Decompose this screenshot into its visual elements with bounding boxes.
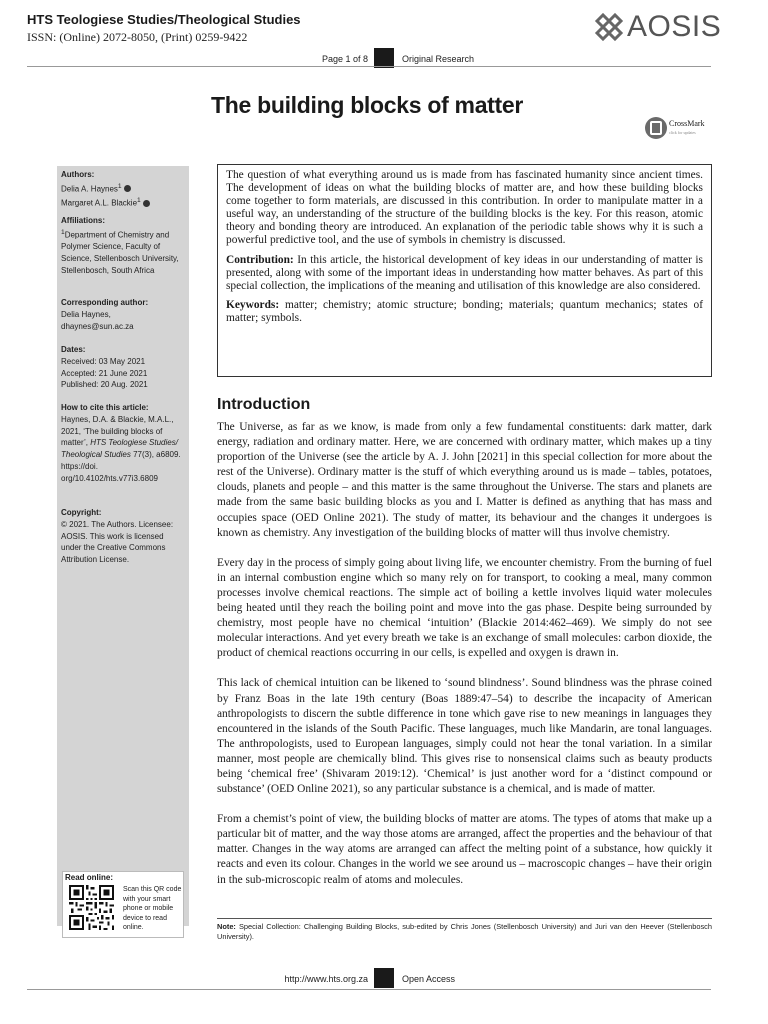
orcid-icon[interactable] — [124, 185, 131, 192]
keywords-text: matter; chemistry; atomic structure; bonding; materials; quantum mechanics; states of matter; symbols. — [226, 298, 703, 324]
article-body — [217, 420, 712, 903]
read-online-box — [62, 871, 184, 938]
article-type: Original Research — [402, 54, 475, 64]
affiliation-text: Department of Chemistry and Polymer Science, Faculty of Science, Stellenbosch University, Stellenbosch, South Africa — [61, 230, 179, 275]
contribution-text: In this article, the historical development of key ideas in our understanding of matter is presented, along with some of the important ideas in understanding how matter behaves. As part of this special collection, the implications of the meaning and utilisation of this knowledge are also considered. — [226, 253, 703, 292]
copyright-text: © 2021. The Authors. Licensee: AOSIS. This work is licensed under the Creative Commons Attribution License. — [61, 519, 174, 565]
note-divider — [217, 918, 712, 919]
keywords-paragraph — [226, 299, 703, 325]
read-online-text: Scan this QR code with your smart phone or mobile device to read online. — [123, 886, 182, 932]
authors-block: Authors: Delia A. Haynes$^1$ Margaret A.L. Blackie$^1$ — [61, 169, 185, 210]
corresponding-name: Delia Haynes, — [61, 309, 111, 319]
corresponding-heading: Corresponding author: — [61, 298, 149, 307]
crossmark-badge[interactable] — [645, 117, 705, 139]
citation-doi[interactable]: 77(3), a6809. https://doi. org/10.4102/hts.v77i3.6809 — [61, 450, 181, 483]
journal-url-link[interactable]: http://www.hts.org.za — [284, 974, 368, 984]
footnote — [217, 922, 712, 941]
aosis-logo — [594, 12, 721, 42]
citation-block — [61, 402, 185, 485]
date-received: Received: 03 May 2021 — [61, 356, 146, 366]
journal-title: HTS Teologiese Studies/Theological Studies — [27, 12, 301, 27]
note-label: Note: — [217, 922, 236, 931]
article-info-sidebar — [57, 166, 189, 926]
crossmark-sub: click for updates — [669, 130, 696, 135]
contribution-paragraph — [226, 254, 703, 293]
section-heading-introduction: Introduction — [217, 396, 311, 413]
crossmark-label: CrossMark — [669, 119, 705, 128]
affiliations-heading: Affiliations: — [61, 216, 105, 225]
aosis-logo-icon — [594, 12, 624, 42]
date-accepted: Accepted: 21 June 2021 — [61, 368, 148, 378]
copyright-block — [61, 507, 185, 566]
open-access-label: Open Access — [402, 974, 456, 984]
footer-marker — [374, 968, 394, 988]
dates-heading: Dates: — [61, 345, 86, 354]
body-paragraph: From a chemist’s point of view, the building blocks of matter are atoms. The types of atoms that make up a particular bit of matter, and the way those atoms are arranged, affect the properties and the behaviour of that matter. Changes in the way atoms are arranged can affect the melting point of a substance, how quickly it reacts and even its colour. Changes in the world we see around us – macroscopic changes – have their origin in the sub-microscopic realm of atoms and molecules. — [217, 813, 712, 886]
abstract-box — [217, 164, 712, 377]
corresponding-block — [61, 297, 185, 332]
affiliations-block: Affiliations: $^1$Department of Chemistry and Polymer Science, Faculty of Science, Stellenbosch University, Stellenbosch, South Africa — [61, 215, 185, 277]
citation-text: Haynes, D.A. & Blackie, M.A.L., 2021, ‘The building blocks of matter’, — [61, 414, 174, 448]
contribution-label: Contribution: — [226, 253, 294, 266]
keywords-label: Keywords: — [226, 298, 280, 311]
abstract-paragraph: The question of what everything around us is made from has fascinated humanity since ancient times. The development of ideas on what the building blocks of matter are, and how these building blocks come together to form materials, are discussed in this contribution. In order to manipulate matter in a useful way, an understanding of the structure of the building blocks is the key. For this reason, atomic theory and bonding theory are introduced. An explanation of the periodic table shows why it is such a powerful predictive tool, and the use of symbols in chemistry is discussed. — [226, 169, 703, 247]
copyright-heading: Copyright: — [61, 508, 102, 517]
qr-code-icon[interactable] — [69, 885, 114, 930]
orcid-icon[interactable] — [143, 200, 150, 207]
citation-journal: HTS Teologiese Studies/ Theological Studies — [61, 438, 178, 460]
dates-block — [61, 344, 185, 391]
read-online-heading: Read online: — [65, 873, 114, 882]
author-name: Margaret A.L. Blackie — [61, 198, 138, 208]
aosis-logo-text: AOSIS — [627, 10, 722, 43]
footer-divider — [27, 989, 711, 990]
citation-heading: How to cite this article: — [61, 403, 149, 412]
note-text: Special Collection: Challenging Building Blocks, sub-edited by Chris Jones (Stellenbosch University) and Juri van den Heever (Stellenbosch University). — [217, 922, 712, 941]
body-paragraph: This lack of chemical intuition can be likened to ‘sound blindness’. Sound blindness was the phrase coined by Franz Boas in the late 19th century (Boas 1889:47–54) to describe the incapacity of American anthropologists to discern the subtle difference in tone which gave rise to new meanings in languages they encountered in the islands of the South Pacific. These languages, much like Mandarin, are tonal languages. The anthropologists, used to European languages, simply could not hear the tonal variation. In a similar manner, most people are chemically blind. This gives rise to nonsensical claims such as beauty products being ‘chemical free’ (Shivaram 2019:12). ‘Chemical’ is just another word for a ‘distinct compound or substance’ (OED Online 2021), so any particular substance is a chemical, and is made of matter. — [217, 677, 712, 796]
header-marker — [374, 48, 394, 68]
page-number: Page 1 of 8 — [321, 54, 368, 64]
date-published: Published: 20 Aug. 2021 — [61, 380, 148, 390]
body-paragraph: Every day in the process of simply going about living life, we encounter chemistry. From the burning of fuel in an internal combustion engine which so many rely on for transport, to cooking a meal, many common processes involve chemical reactions. The simple act of boiling a kettle involves liquid water molecules being heated until they reach the boiling point and move into the gas phase. Despite being surrounded by chemistry, most people have no chemical ‘intuition’ (Blackie 2014:462–469). We simply do not see molecular interactions. And yet every breath we take is an exchange of small molecules: carbon dioxide, the product of chemical reactions occurring in our cells, is expelled and oxygen is drawn in. — [217, 556, 712, 660]
author-name: Delia A. Haynes — [61, 184, 118, 194]
article-title: The building blocks of matter — [211, 92, 524, 118]
corresponding-email[interactable]: dhaynes@sun.ac.za — [61, 321, 134, 331]
body-paragraph: The Universe, as far as we know, is made from only a few fundamental constituents: dark matter, dark energy, radiation and ordinary matter. Here, we are concerned with ordinary matter, which makes up a tiny proportion of the Universe (see the article by A. J. John [2021] in this special collection for more about the rest of the Universe). Ordinary matter is the stuff of which everything around us is made – tables, potatoes, clouds, planets and people – and this matter is the same throughout the Universe. The stars and planets are made from the same basic building blocks as you and I. Matter is defined as anything that has mass and occupies space (OED Online 2021). The study of matter, its behaviour and the changes it undergoes is known as chemistry. Any investigation of the building blocks of matter will thus involve chemistry. — [217, 421, 712, 539]
header-divider — [27, 66, 711, 67]
issn-line: ISSN: (Online) 2072-8050, (Print) 0259-9422 — [27, 30, 248, 44]
crossmark-icon — [645, 117, 667, 139]
authors-heading: Authors: — [61, 170, 95, 179]
